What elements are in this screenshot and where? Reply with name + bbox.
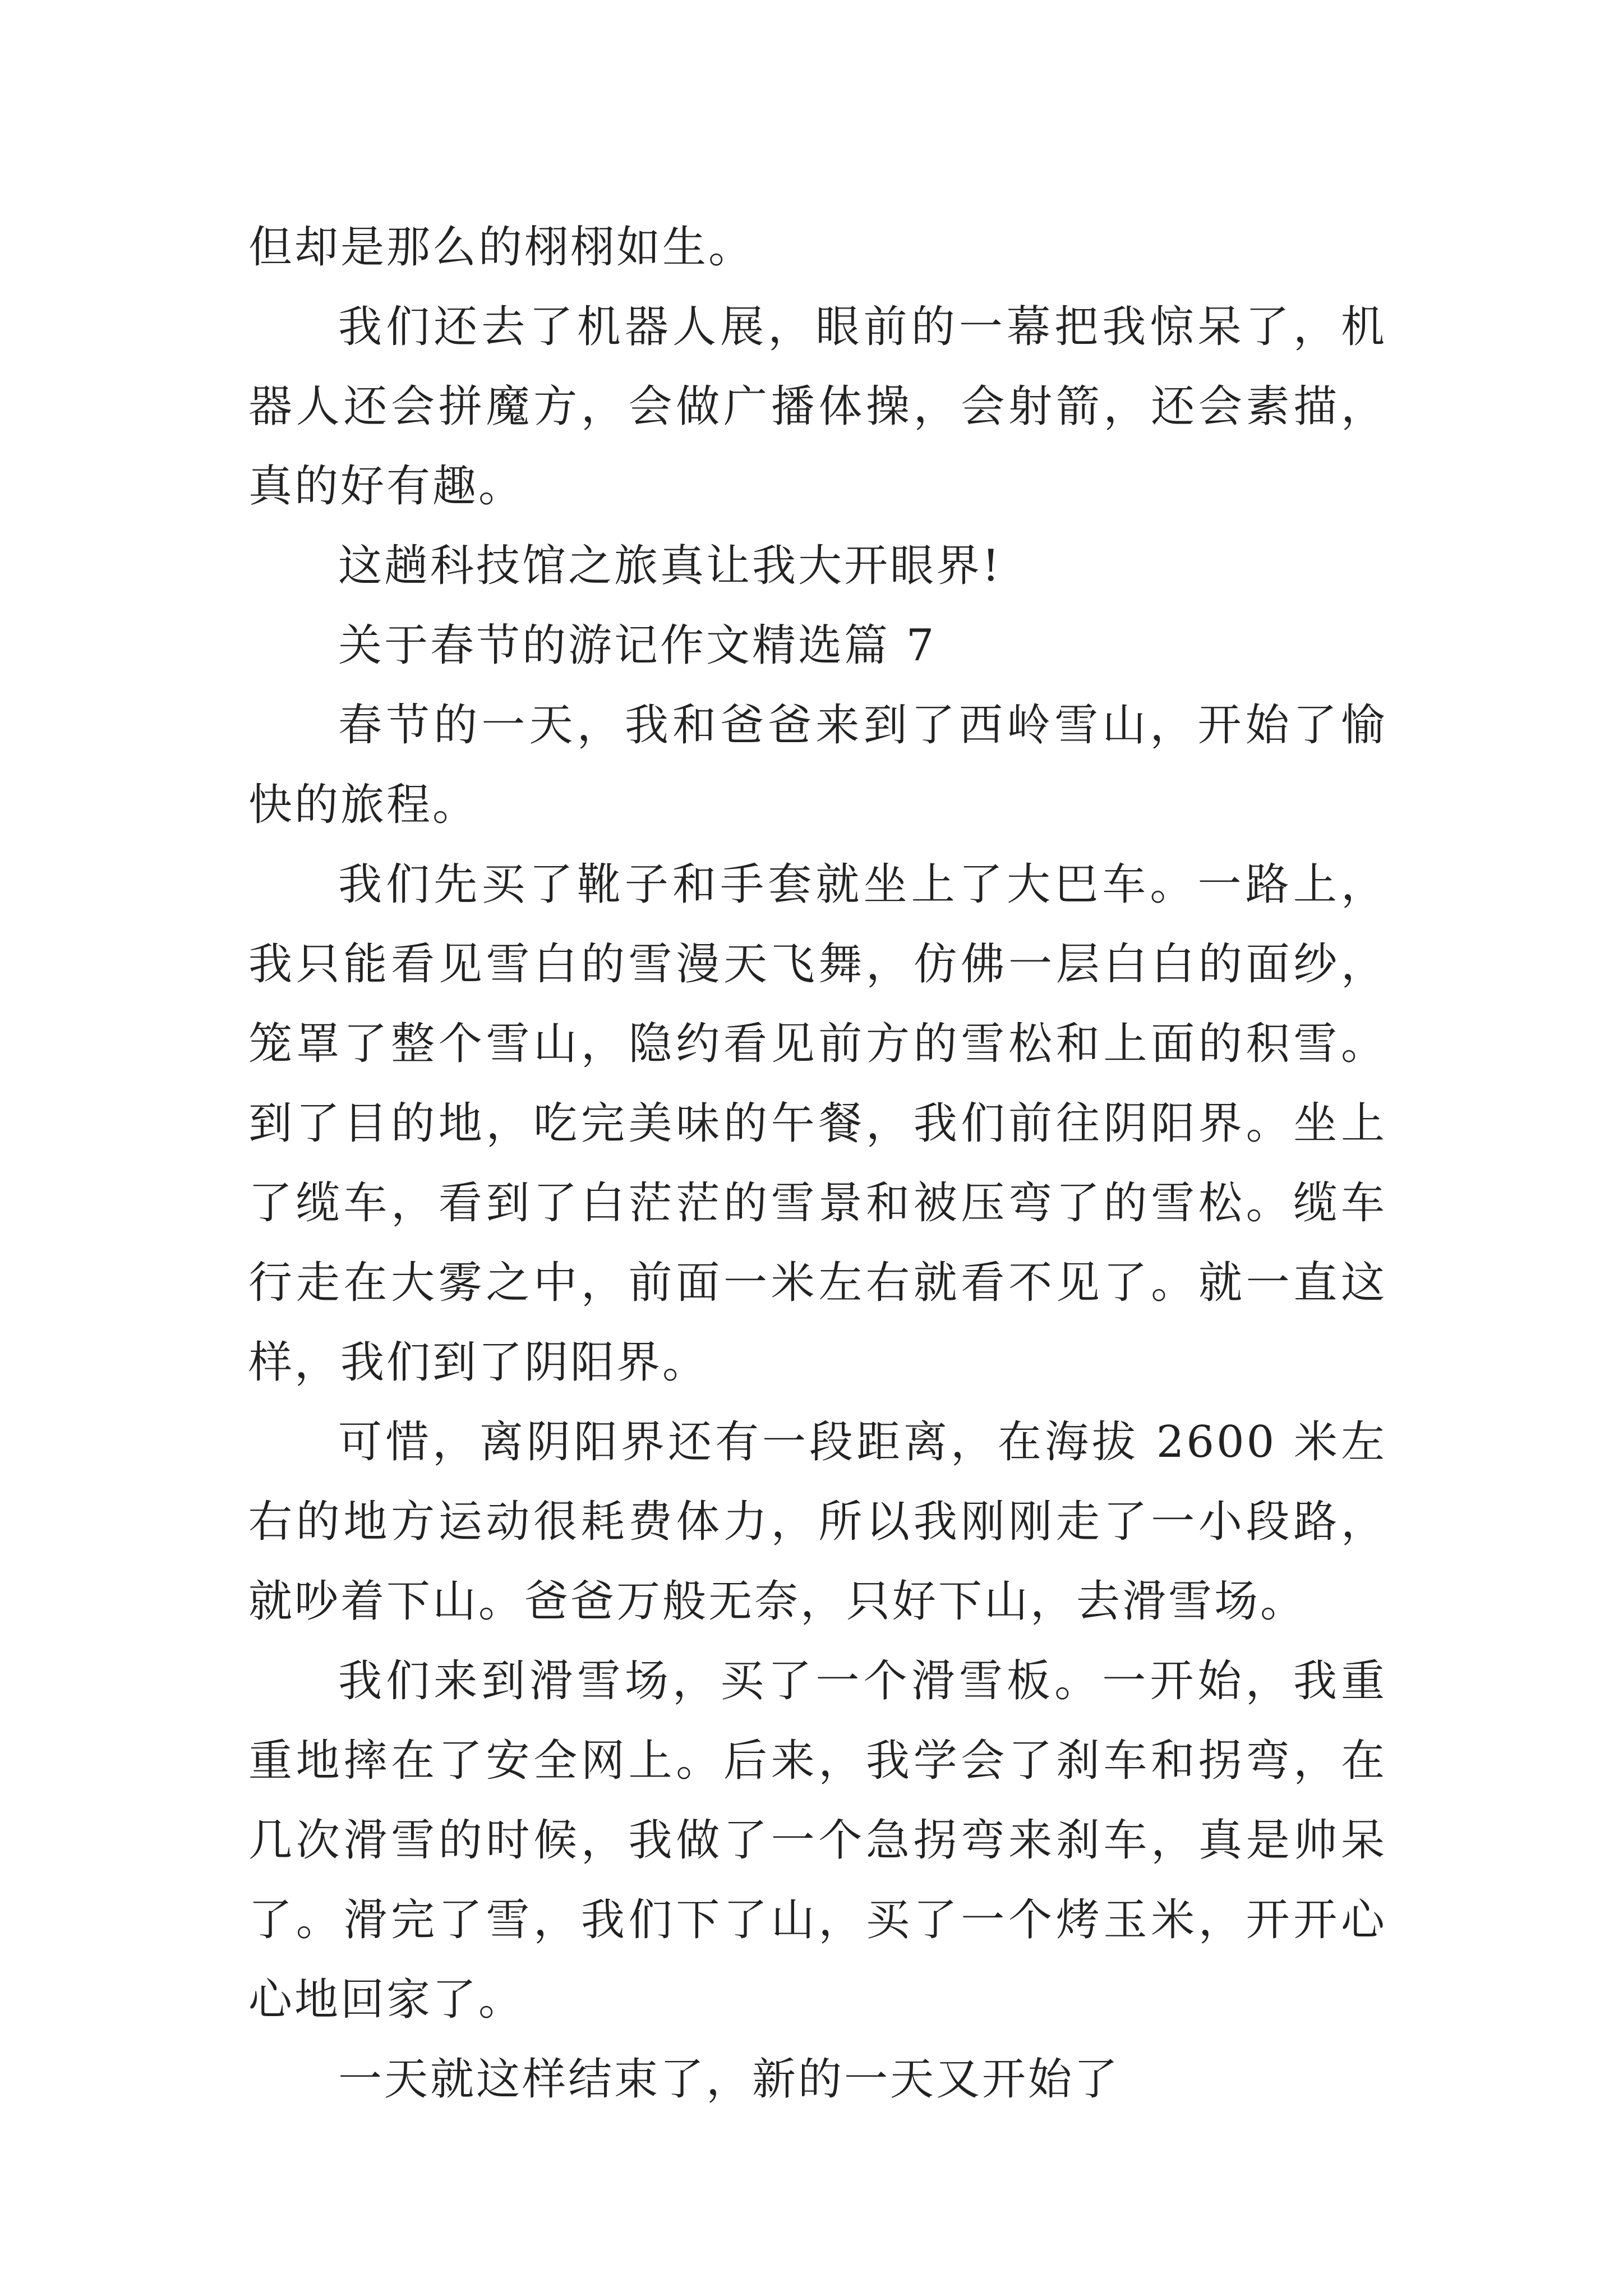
paragraph-museum-trip: 这趟科技馆之旅真让我大开眼界! xyxy=(338,541,1002,591)
essay-title: 关于春节的游记作文精选篇 7 xyxy=(338,620,937,671)
paragraph-altitude: 可惜，离阴阳界还有一段距离，在海拔 2600 米左右的地方运动很耗费体力，所以我刚刚走了一小段路，就吵着下山。爸爸万般无奈，只好下山，去滑雪场。 xyxy=(248,1417,1387,1627)
paragraph-skiing: 我们来到滑雪场，买了一个滑雪板。一开始，我重重地摔在了安全网上。后来，我学会了刹车和拐弯，在几次滑雪的时候，我做了一个急拐弯来刹车，真是帅呆了。滑完了雪，我们下了山，买了一个烤玉米，开开心心地回家了。 xyxy=(248,1656,1387,2025)
document-body xyxy=(248,208,1387,2119)
paragraph-cable-car: 我们先买了靴子和手套就坐上了大巴车。一路上，我只能看见雪白的雪漫天飞舞，仿佛一层白白的面纱，笼罩了整个雪山，隐约看见前方的雪松和上面的积雪。到了目的地，吃完美味的午餐，我们前往阴阳界。坐上了缆车，看到了白茫茫的雪景和被压弯了的雪松。缆车行走在大雾之中，前面一米左右就看不见了。就一直这样，我们到了阴阳界。 xyxy=(248,859,1387,1388)
paragraph-robot-exhibit: 我们还去了机器人展，眼前的一幕把我惊呆了，机器人还会拼魔方，会做广播体操，会射箭，还会素描，真的好有趣。 xyxy=(248,302,1387,512)
paragraph-continuation: 但却是那么的栩栩如生。 xyxy=(248,222,755,273)
paragraph-intro: 春节的一天，我和爸爸来到了西岭雪山，开始了愉快的旅程。 xyxy=(248,700,1387,830)
paragraph-ending: 一天就这样结束了，新的一天又开始了 xyxy=(338,2054,1121,2105)
